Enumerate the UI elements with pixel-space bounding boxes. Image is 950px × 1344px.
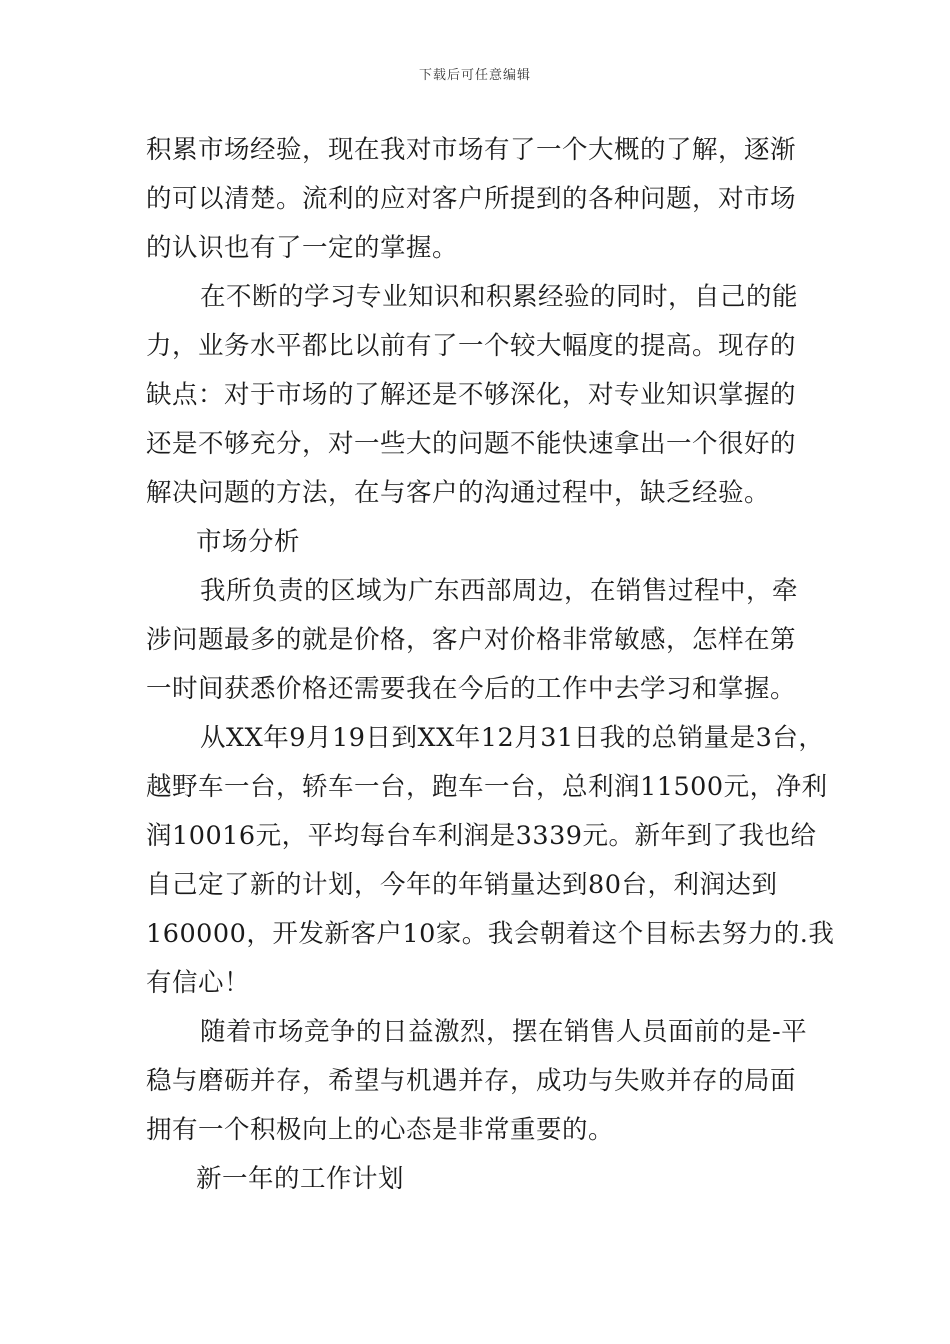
text-line: 160000，开发新客户10家。我会朝着这个目标去努力的.我 [146, 919, 835, 949]
page-header: 下载后可任意编辑 [418, 68, 531, 83]
paragraph-start-line: 在不断的学习专业知识和积累经验的同时，自己的能 [200, 282, 799, 312]
text-line: 还是不够充分，对一些大的问题不能快速拿出一个很好的 [146, 429, 797, 459]
text-line: 力，业务水平都比以前有了一个较大幅度的提高。现存的 [146, 331, 797, 361]
text-line: 拥有一个积极向上的心态是非常重要的。 [146, 1115, 615, 1145]
text-line: 有信心！ [146, 968, 251, 998]
text-line: 解决问题的方法，在与客户的沟通过程中，缺乏经验。 [146, 478, 771, 508]
paragraph-start-line: 从XX年9月19日到XX年12月31日我的总销量是3台， [200, 723, 825, 753]
text-line: 稳与磨砺并存，希望与机遇并存，成功与失败并存的局面 [146, 1066, 797, 1096]
section-heading-work-plan: 新一年的工作计划 [196, 1164, 405, 1194]
paragraph-start-line: 随着市场竞争的日益激烈，摆在销售人员面前的是-平 [200, 1017, 808, 1047]
text-line: 润10016元，平均每台车利润是3339元。新年到了我也给 [146, 821, 817, 851]
text-line: 涉问题最多的就是价格，客户对价格非常敏感，怎样在第 [146, 625, 797, 655]
text-line: 越野车一台，轿车一台，跑车一台，总利润11500元，净利 [146, 772, 828, 802]
paragraph-start-line: 我所负责的区域为广东西部周边，在销售过程中，牵 [200, 576, 799, 606]
text-line: 的认识也有了一定的掌握。 [146, 233, 459, 263]
text-line: 的可以清楚。流利的应对客户所提到的各种问题，对市场 [146, 184, 797, 214]
text-line: 自己定了新的计划，今年的年销量达到80台，利润达到 [146, 870, 778, 900]
document-body [146, 126, 835, 1204]
text-line: 积累市场经验，现在我对市场有了一个大概的了解，逐渐 [146, 135, 797, 165]
text-line: 缺点：对于市场的了解还是不够深化，对专业知识掌握的 [146, 380, 797, 410]
text-line: 一时间获悉价格还需要我在今后的工作中去学习和掌握。 [146, 674, 797, 704]
section-heading-market-analysis: 市场分析 [196, 527, 301, 557]
